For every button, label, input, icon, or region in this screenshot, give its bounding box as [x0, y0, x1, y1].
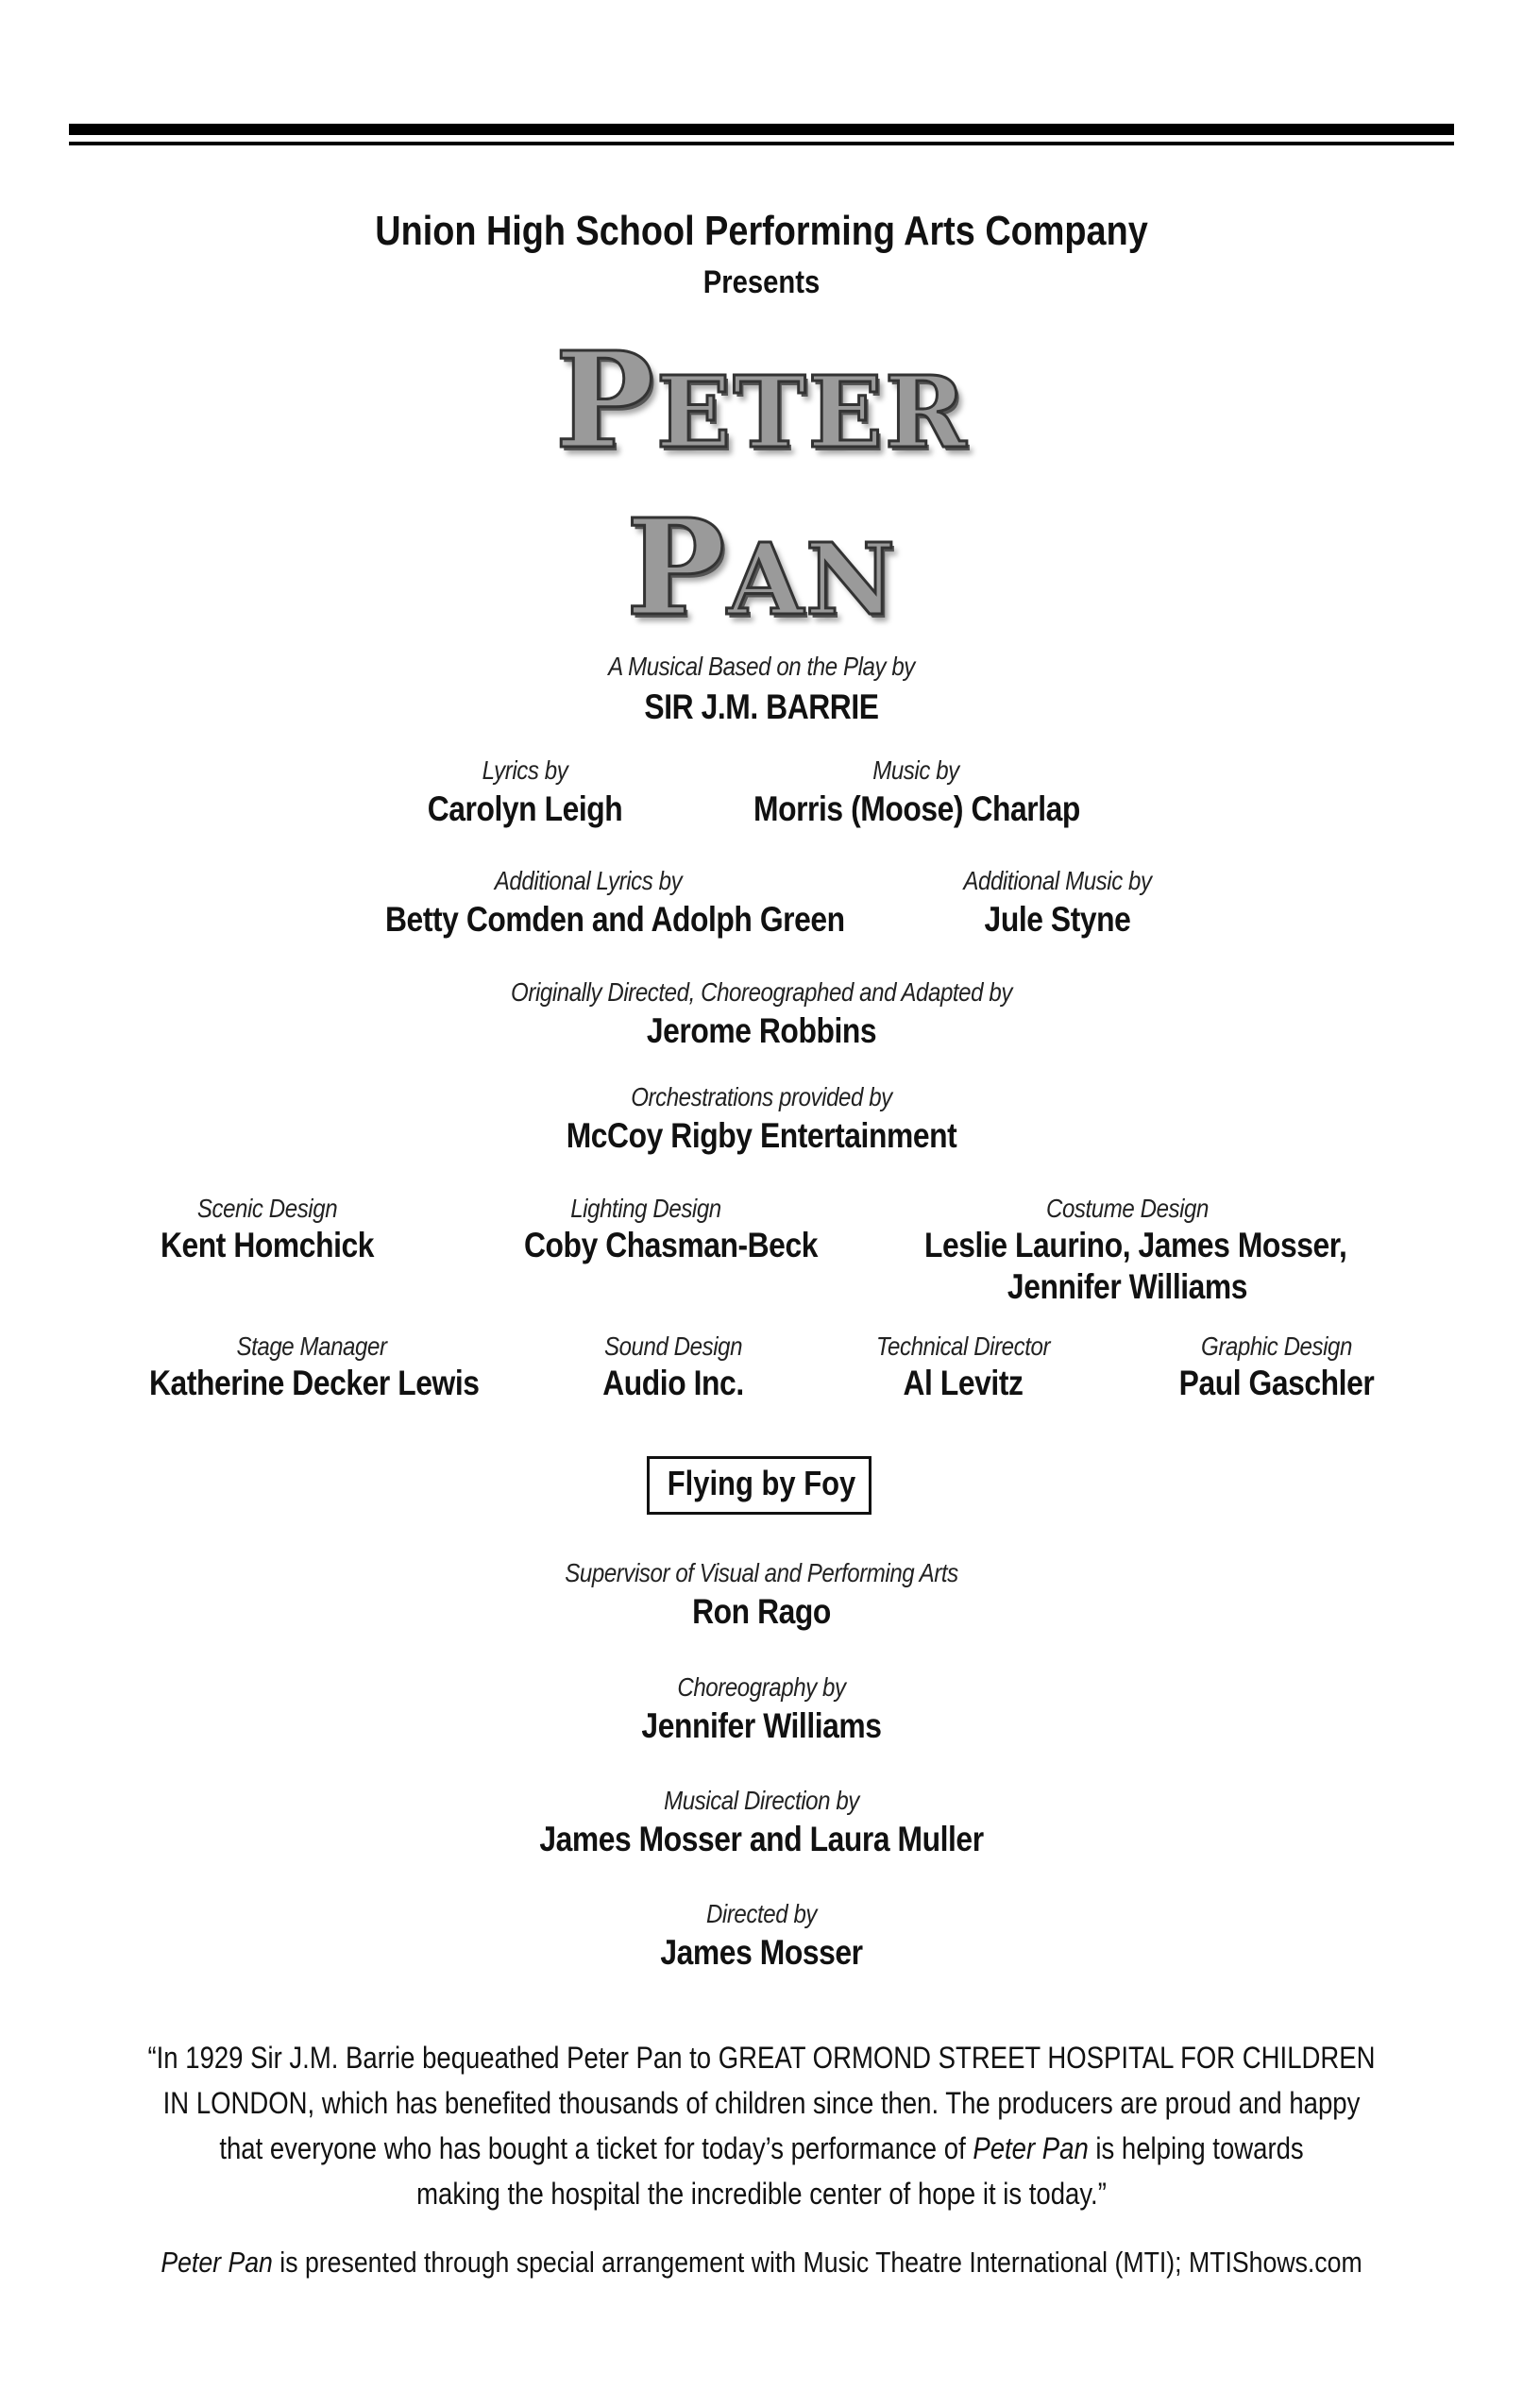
based-on-name: SIR J.M. BARRIE [644, 687, 879, 726]
orchestrations-role: Orchestrations provided by [631, 1082, 892, 1111]
logo-initial-p2: P [625, 491, 728, 646]
graphic-role: Graphic Design [1201, 1331, 1352, 1361]
original-direction-role: Originally Directed, Choreographed and Adapted by [511, 977, 1012, 1007]
top-rule-thick [69, 124, 1454, 135]
quote-line-1: “In 1929 Sir J.M. Barrie bequeathed Peter Pan to GREAT ORMOND STREET HOSPITAL FOR CHILDREN [147, 2041, 1376, 2075]
company-name: Union High School Performing Arts Company [375, 208, 1148, 254]
additional-music-name: Jule Styne [984, 900, 1131, 939]
logo-line-pan [0, 491, 1523, 675]
license-footer [107, 2246, 1416, 2280]
costume-role: Costume Design [1046, 1194, 1209, 1223]
costume-name-line2: Jennifer Williams [1007, 1267, 1248, 1306]
lyrics-name: Carolyn Leigh [427, 789, 623, 828]
additional-lyrics-name: Betty Comden and Adolph Green [385, 900, 845, 939]
footer-text: is presented through special arrangement with Music Theatre International (MTI); MTIShows.com [272, 2246, 1362, 2279]
quote-line-4: making the hospital the incredible center of hope it is today.” [416, 2177, 1107, 2211]
based-on-role: A Musical Based on the Play by [608, 652, 915, 681]
logo-word-eter: ETER [655, 354, 969, 470]
orchestrations-name: McCoy Rigby Entertainment [566, 1116, 957, 1155]
technical-role: Technical Director [875, 1331, 1051, 1361]
quote-line-3-title: Peter Pan [973, 2131, 1089, 2165]
stage-manager-role: Stage Manager [236, 1331, 387, 1361]
music-name: Morris (Moose) Charlap [753, 789, 1080, 828]
scenic-name: Kent Homchick [160, 1226, 375, 1264]
flying-credit: Flying by Foy [667, 1464, 856, 1502]
presents-label: Presents [702, 264, 821, 300]
original-direction-name: Jerome Robbins [646, 1011, 877, 1050]
additional-lyrics-role: Additional Lyrics by [494, 866, 683, 895]
supervisor-name: Ron Rago [692, 1592, 831, 1631]
show-logo [0, 324, 1523, 675]
logo-line-peter [0, 324, 1523, 508]
director-role: Directed by [705, 1899, 818, 1928]
top-rule-thin [69, 142, 1454, 145]
sound-role: Sound Design [603, 1331, 743, 1361]
music-role: Music by [872, 755, 959, 785]
stage-manager-name: Katherine Decker Lewis [149, 1364, 480, 1402]
logo-word-an: AN [727, 521, 898, 637]
quote-block [107, 2035, 1416, 2216]
lighting-name: Coby Chasman-Beck [524, 1226, 818, 1264]
choreography-role: Choreography by [677, 1672, 846, 1702]
quote-line-3-pre: that everyone who has bought a ticket for today’s performance of [219, 2131, 973, 2165]
quote-line-3 [107, 2126, 1416, 2171]
graphic-name: Paul Gaschler [1178, 1364, 1375, 1402]
musical-direction-role: Musical Direction by [664, 1786, 859, 1815]
supervisor-role: Supervisor of Visual and Performing Arts [565, 1558, 958, 1587]
scenic-role: Scenic Design [196, 1194, 338, 1223]
choreography-name: Jennifer Williams [641, 1706, 882, 1745]
lighting-role: Lighting Design [570, 1194, 721, 1223]
logo-initial-p1: P [554, 324, 656, 479]
sound-name: Audio Inc. [602, 1364, 744, 1402]
director-name: James Mosser [660, 1933, 863, 1972]
musical-direction-name: James Mosser and Laura Muller [539, 1820, 984, 1858]
additional-music-role: Additional Music by [963, 866, 1152, 895]
costume-name-line1: Leslie Laurino, James Mosser, [924, 1226, 1347, 1264]
technical-name: Al Levitz [903, 1364, 1024, 1402]
footer-title: Peter Pan [161, 2246, 273, 2279]
lyrics-role: Lyrics by [482, 755, 568, 785]
quote-line-3-post: is helping towards [1088, 2131, 1304, 2165]
quote-line-2: IN LONDON, which has benefited thousands of children since then. The producers are proud and happy [162, 2086, 1361, 2120]
